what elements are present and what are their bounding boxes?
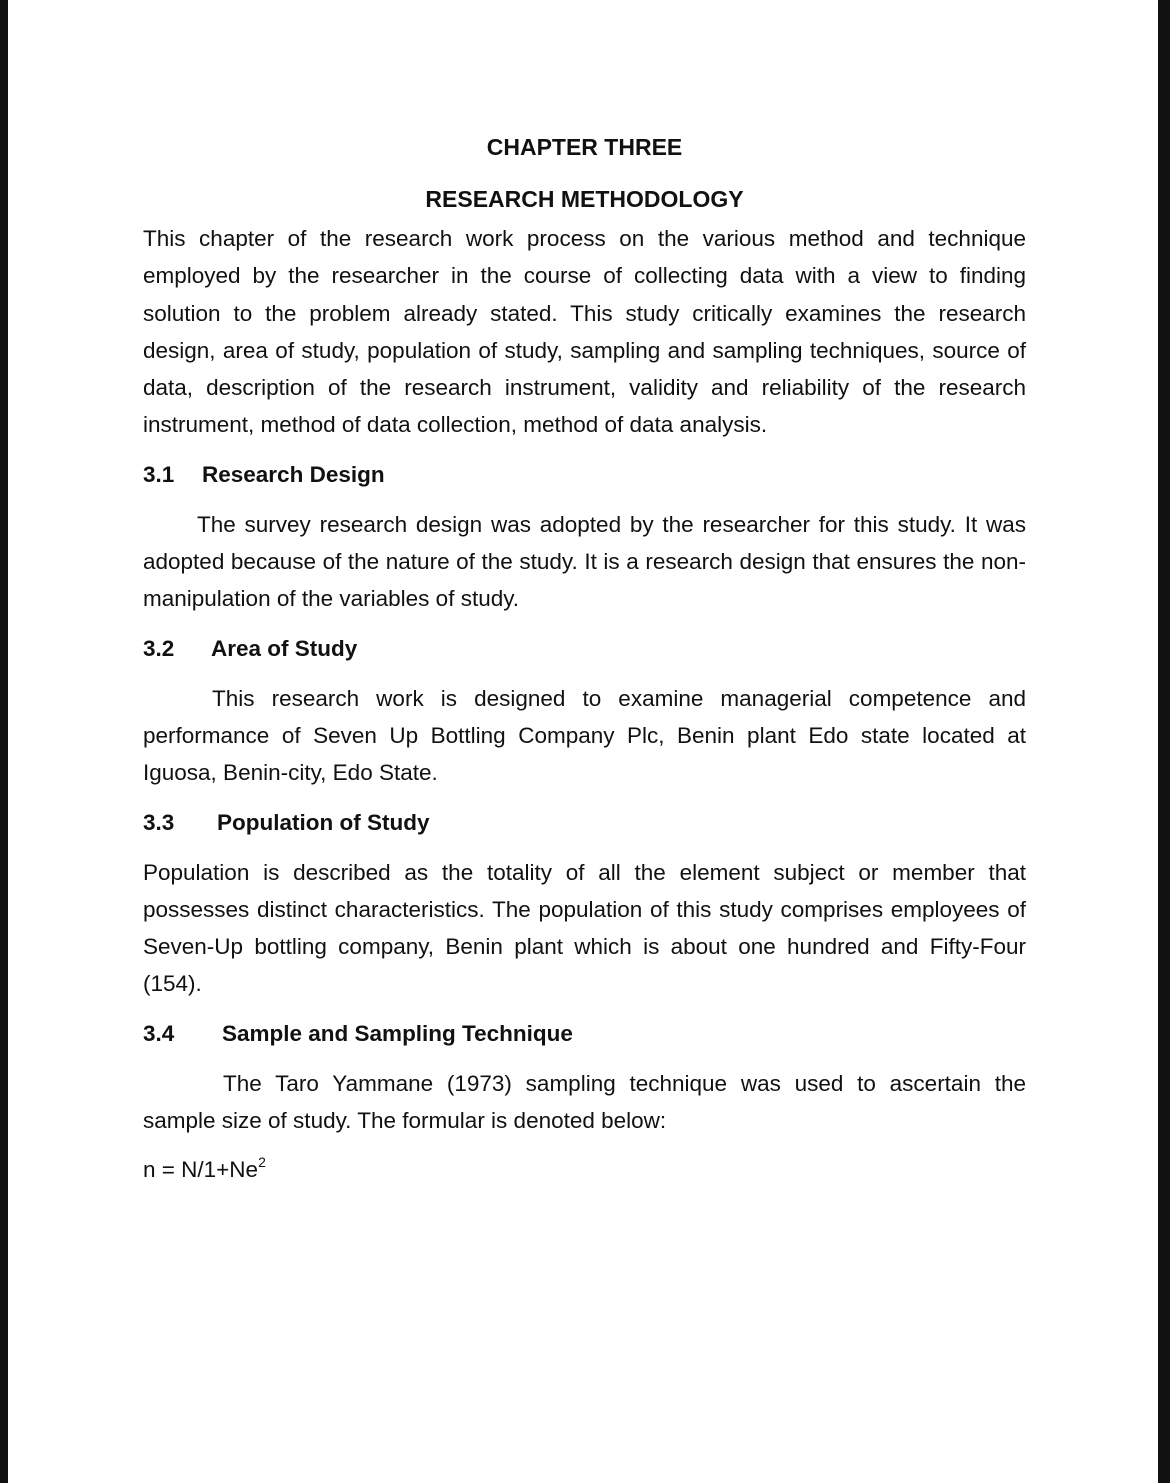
section-heading-3-2 [143,630,1026,668]
sample-size-formula [143,1151,1026,1189]
section-title: Research Design [202,461,385,487]
section-title: Population of Study [217,809,430,835]
methodology-title: RESEARCH METHODOLOGY [425,186,744,212]
page-content [143,128,1026,1189]
section-title: Sample and Sampling Technique [222,1020,573,1046]
population-paragraph: Population is described as the totality of all the element subject or member that possesses distinct characteristics. The population of this study comprises employees of Seven-Up bottling company, Benin plant which is about one hundred and Fifty-Four (154). [143,859,1026,997]
section-number: 3.2 [143,635,175,661]
section-heading-3-3 [143,804,1026,842]
document-page [8,0,1158,1483]
section-title: Area of Study [211,635,358,661]
section-number: 3.3 [143,809,175,835]
research-design-paragraph: The survey research design was adopted by the researcher for this study. It was adopted because of the nature of the study. It is a research design that ensures the non-manipulation of the variables of study. [143,511,1026,612]
section-number: 3.4 [143,1020,175,1046]
section-heading-3-1 [143,456,1026,494]
area-of-study-paragraph: This research work is designed to examine managerial competence and performance of Seven Up Bottling Company Plc, Benin plant Edo state located at Iguosa, Benin-city, Edo State. [143,685,1026,786]
chapter-title: CHAPTER THREE [486,134,683,160]
formula-base: n = N/1+Ne [143,1157,259,1183]
formula-exponent: 2 [258,1153,266,1170]
sampling-paragraph: The Taro Yammane (1973) sampling technique was used to ascertain the sample size of study. The formular is denoted below: [143,1070,1026,1134]
intro-paragraph: This chapter of the research work process on the various method and technique employed by the researcher in the course of collecting data with a view to finding solution to the problem already stated. This study critically examines the research design, area of study, population of study, sampling and sampling techniques, source of data, description of the research instrument, validity and reliability of the research instrument, method of data collection, method of data analysis. [143,226,1026,438]
section-number: 3.1 [143,461,175,487]
section-heading-3-4 [143,1015,1026,1053]
